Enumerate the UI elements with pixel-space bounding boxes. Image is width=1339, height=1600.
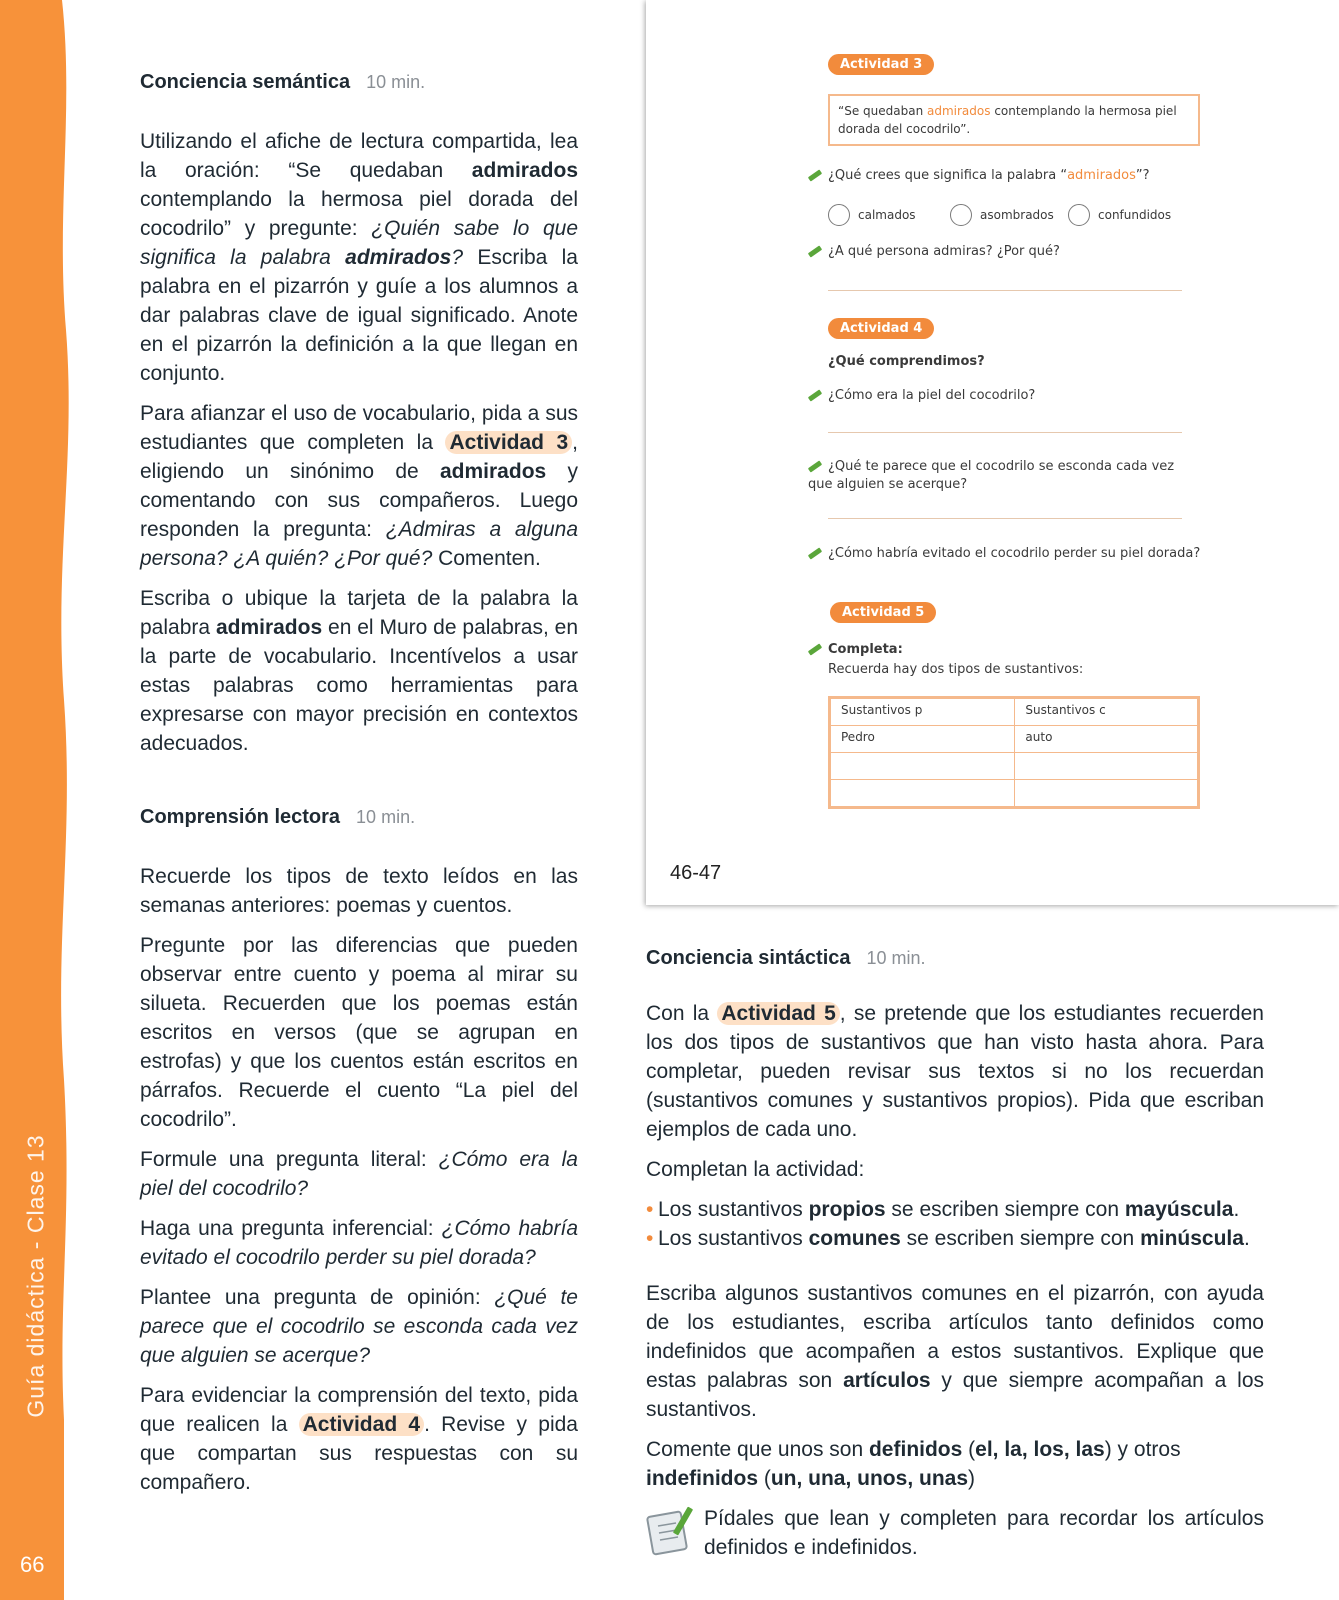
table-cell[interactable] [1015, 780, 1198, 807]
pencil-icon [808, 245, 822, 257]
sidebar [0, 0, 72, 1600]
question: ¿Cómo habría evitado el cocodrilo perder su piel dorada? [808, 546, 1200, 561]
paragraph: Recuerde los tipos de texto leídos en las semanas anteriores: poemas y cuentos. [140, 865, 578, 917]
pencil-icon [808, 547, 822, 559]
answer-line [828, 432, 1182, 433]
table-header: Sustantivos c [1015, 699, 1198, 726]
table-cell: auto [1015, 726, 1198, 753]
paragraph: Escriba algunos sustantivos comunes en el pizarrón, con ayuda de los estudiantes, escriba artículos tanto definidos como indefinidos que acompañen a estos sustantivos. Explique que estas palabras son artículos y que siempre acompañan a los sustantivos. [646, 1282, 1264, 1421]
paragraph: Comente que unos son definidos (el, la, los, las) y otros indefinidos (un, una, unos, unas) [646, 1438, 1181, 1490]
radio-circle-icon [828, 204, 850, 226]
radio-circle-icon [1068, 204, 1090, 226]
pencil-icon [808, 169, 822, 181]
paragraph: Plantee una pregunta de opinión: ¿Qué te parece que el cocodrilo se esconda cada vez que alguien se acerque? [140, 1286, 578, 1367]
paragraph: Formule una pregunta literal: ¿Cómo era la piel del cocodrilo? [140, 1148, 578, 1200]
textbook-page-preview [646, 0, 1339, 905]
section-heading-semantica: Conciencia semántica 10 min. [140, 71, 426, 93]
pencil-icon [808, 643, 822, 655]
paragraph: Pídales que lean y completen para recordar los artículos definidos e indefinidos. [704, 1507, 1264, 1559]
activity-4-badge: Actividad 4 [828, 318, 934, 339]
list-item: • Los sustantivos comunes se escriben siempre con minúscula. [646, 1224, 1264, 1253]
answer-line [828, 518, 1182, 519]
paragraph: Para evidenciar la comprensión del texto, pida que realicen la Actividad 4 . Revise y pida que compartan sus respuestas con su compañero. [140, 1384, 578, 1494]
paragraph: Para afianzar el uso de vocabulario, pida a sus estudiantes que completen la Actividad 3 , eligiendo un sinónimo de admirados y comentando con sus compañeros. Luego responden la pregunta: ¿Admiras a alguna persona? ¿A quién? ¿Por qué? Comenten. [140, 402, 578, 570]
list-item: • Los sustantivos propios se escriben siempre con mayúscula. [646, 1195, 1264, 1224]
activity-5-badge: Actividad 5 [830, 602, 936, 623]
answer-line [828, 290, 1182, 291]
paragraph: Haga una pregunta inferencial: ¿Cómo habría evitado el cocodrilo perder su piel dorada? [140, 1217, 578, 1269]
table-cell[interactable] [1015, 753, 1198, 780]
nouns-table [828, 696, 1200, 809]
option-radio[interactable]: confundidos [1068, 204, 1171, 226]
activity-highlight: Actividad 4 [299, 1413, 424, 1436]
table-cell[interactable] [831, 753, 1015, 780]
left-column [140, 68, 578, 1508]
radio-circle-icon [950, 204, 972, 226]
activity-highlight: Actividad 5 [717, 1002, 839, 1025]
option-radio[interactable]: asombrados [950, 204, 1054, 226]
activity-3-badge: Actividad 3 [828, 54, 934, 75]
paragraph: Completan la actividad: [646, 1158, 865, 1181]
table-header: Sustantivos p [831, 699, 1015, 726]
instruction: Recuerda hay dos tipos de sustantivos: [828, 662, 1084, 677]
paragraph: Utilizando el afiche de lectura compartida, lea la oración: “Se quedaban admirados contemplando la hermosa piel dorada del cocodrilo” y pregunte: ¿Quién sabe lo que significa la palabra admirados? Escriba la palabra en el pizarrón y guíe a los alumnos a dar palabras clave de igual significado. Anote en el pizarrón la definición a la que llegan en conjunto. [140, 130, 578, 385]
section-heading-comprension: Comprensión lectora 10 min. [140, 806, 416, 828]
quote-box: “Se quedaban admirados contemplando la hermosa piel dorada del cocodrilo”. [828, 94, 1200, 146]
table-cell: Pedro [831, 726, 1015, 753]
bullet-list [646, 1195, 1264, 1253]
question: ¿Qué te parece que el cocodrilo se esconda cada vez que alguien se acerque? [808, 459, 1175, 492]
paragraph: Con la Actividad 5 , se pretende que los estudiantes recuerden los dos tipos de sustantivos que han visto hasta ahora. Para completar, pueden revisar sus textos si no los recuerdan (sustantivos comunes y sustantivos propios). Pida que escriban ejemplos de cada uno. [646, 1002, 1264, 1141]
notebook-pencil-icon [646, 1504, 698, 1556]
pencil-icon [808, 389, 822, 401]
workbook-note [646, 1504, 1264, 1562]
table-cell[interactable] [831, 780, 1015, 807]
option-radio[interactable]: calmados [828, 204, 916, 226]
pencil-icon [808, 460, 822, 472]
section-heading-sintactica: Conciencia sintáctica 10 min. [646, 947, 926, 969]
page-range-label: 46-47 [670, 862, 722, 884]
paragraph: Pregunte por las diferencias que pueden observar entre cuento y poema al mirar su silueta. Recuerden que los poemas están escritos en versos (que se agrupan en estrofas) y que los cuentos están escritos en párrafos. Recuerde el cuento “La piel del cocodrilo”. [140, 934, 578, 1131]
subtitle: ¿Qué comprendimos? [828, 354, 985, 369]
sidebar-label: Guía didáctica - Clase 13 [22, 1134, 49, 1418]
question: ¿A qué persona admiras? ¿Por qué? [808, 244, 1060, 259]
paragraph: Escriba o ubique la tarjeta de la palabra la palabra admirados en el Muro de palabras, en la parte de vocabulario. Incentívelos a usar estas palabras como herramientas para expresarse con mayor precisión en contextos adecuados. [140, 587, 579, 755]
activity-highlight: Actividad 3 [445, 431, 572, 454]
question: ¿Qué crees que significa la palabra “admirados”? [808, 168, 1150, 183]
page-number: 66 [20, 1552, 45, 1577]
instruction: Completa: [808, 642, 903, 657]
right-column [646, 944, 1264, 1562]
question: ¿Cómo era la piel del cocodrilo? [808, 388, 1035, 403]
